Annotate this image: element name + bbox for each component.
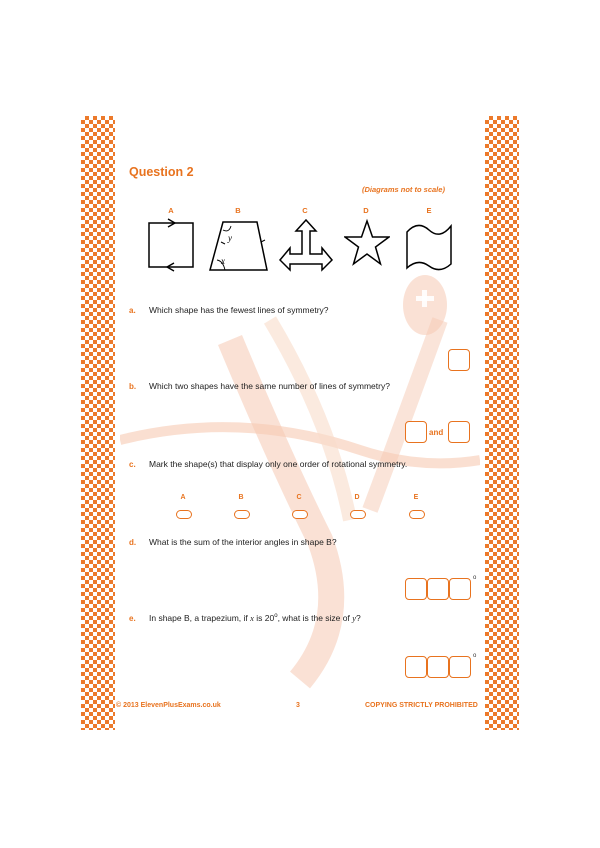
logo-watermark bbox=[120, 260, 480, 720]
question-title: Question 2 bbox=[129, 165, 194, 179]
and-label: and bbox=[429, 428, 444, 437]
option-letter-e: E bbox=[413, 494, 419, 501]
option-e-bubble[interactable] bbox=[409, 510, 425, 519]
part-e-degree-symbol: o bbox=[473, 653, 477, 659]
part-e-question: In shape B, a trapezium, if x is 20$^o$, what is the size of y? bbox=[149, 613, 361, 623]
part-a-letter: a. bbox=[129, 306, 136, 315]
trapezium-icon bbox=[207, 218, 271, 274]
angle-y-label: y bbox=[228, 233, 232, 243]
part-c-letter: c. bbox=[129, 460, 136, 469]
part-e-digit-box-3[interactable] bbox=[449, 656, 471, 678]
page-number: 3 bbox=[296, 702, 300, 709]
part-d-letter: d. bbox=[129, 538, 137, 547]
part-e-digit-box-1[interactable] bbox=[405, 656, 427, 678]
part-e-digit-box-2[interactable] bbox=[427, 656, 449, 678]
option-letter-d: D bbox=[354, 494, 360, 501]
part-d-digit-box-1[interactable] bbox=[405, 578, 427, 600]
diagram-scale-note: (Diagrams not to scale) bbox=[362, 185, 445, 194]
option-letter-c: C bbox=[296, 494, 302, 501]
square-with-arrows-icon bbox=[146, 218, 196, 272]
three-way-arrow-icon bbox=[278, 218, 334, 272]
checkered-border-left bbox=[81, 116, 115, 730]
part-c-question: Mark the shape(s) that display only one order of rotational symmetry. bbox=[149, 459, 408, 469]
part-b-question: Which two shapes have the same number of lines of symmetry? bbox=[149, 381, 390, 391]
part-b-answer-box-1[interactable] bbox=[405, 421, 427, 443]
checkered-border-right bbox=[485, 116, 519, 730]
footer-copyright: © 2013 ElevenPlusExams.co.uk bbox=[116, 702, 221, 709]
shape-letter-e: E bbox=[426, 206, 432, 215]
flag-shape-icon bbox=[404, 218, 454, 272]
shape-letter-d: D bbox=[363, 206, 369, 215]
option-c-bubble[interactable] bbox=[292, 510, 308, 519]
angle-x-label: x bbox=[221, 256, 225, 266]
option-a-bubble[interactable] bbox=[176, 510, 192, 519]
part-a-question: Which shape has the fewest lines of symmetry? bbox=[149, 305, 329, 315]
option-d-bubble[interactable] bbox=[350, 510, 366, 519]
part-a-answer-box[interactable] bbox=[448, 349, 470, 371]
part-d-digit-box-3[interactable] bbox=[449, 578, 471, 600]
part-d-question: What is the sum of the interior angles in shape B? bbox=[149, 537, 337, 547]
shape-letter-a: A bbox=[168, 206, 174, 215]
part-d-degree-symbol: o bbox=[473, 575, 477, 581]
footer-notice: COPYING STRICTLY PROHIBITED bbox=[365, 702, 478, 709]
shape-letter-b: B bbox=[235, 206, 241, 215]
option-letter-a: A bbox=[180, 494, 186, 501]
part-b-letter: b. bbox=[129, 382, 137, 391]
part-e-letter: e. bbox=[129, 614, 136, 623]
option-b-bubble[interactable] bbox=[234, 510, 250, 519]
option-letter-b: B bbox=[238, 494, 244, 501]
shape-letter-c: C bbox=[302, 206, 308, 215]
part-d-digit-box-2[interactable] bbox=[427, 578, 449, 600]
part-b-answer-box-2[interactable] bbox=[448, 421, 470, 443]
star-icon bbox=[344, 218, 390, 272]
